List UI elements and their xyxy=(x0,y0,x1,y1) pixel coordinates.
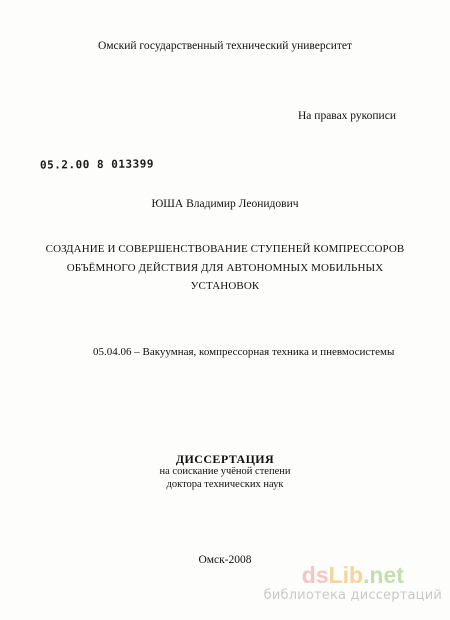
logo-part-net: .net xyxy=(363,562,404,588)
city-year: Омск-2008 xyxy=(198,554,252,566)
logo-part-ds: ds xyxy=(301,562,329,588)
title-line: УСТАНОВОК xyxy=(190,280,260,292)
rights-notice: На правах рукописи xyxy=(298,110,396,122)
degree-line-2: доктора технических наук xyxy=(166,479,284,490)
dissertation-heading: ДИССЕРТАЦИЯ xyxy=(175,452,275,466)
title-line: СОЗДАНИЕ И СОВЕРШЕНСТВОВАНИЕ СТУПЕНЕЙ КОМПРЕССОРОВ xyxy=(45,243,405,255)
dissertation-title xyxy=(20,240,430,296)
university-name: Омский государственный технический университет xyxy=(97,40,353,52)
logo-part-lib: Lib xyxy=(328,562,364,588)
specialty-code: 05.04.06 – Вакуумная, компрессорная техника и пневмосистемы xyxy=(93,346,395,358)
dslib-watermark xyxy=(264,562,442,603)
title-line: ОБЪЁМНОГО ДЕЙСТВИЯ ДЛЯ АВТОНОМНЫХ МОБИЛЬНЫХ xyxy=(66,261,384,274)
degree-line-1: на соискание учёной степени xyxy=(159,466,291,477)
registration-stamp: 05.2.00 8 013399 xyxy=(39,157,155,172)
author-name: ЮША Владимир Леонидович xyxy=(151,198,299,210)
dslib-logo xyxy=(264,562,442,588)
watermark-subtitle: библиотека диссертаций xyxy=(263,588,442,603)
